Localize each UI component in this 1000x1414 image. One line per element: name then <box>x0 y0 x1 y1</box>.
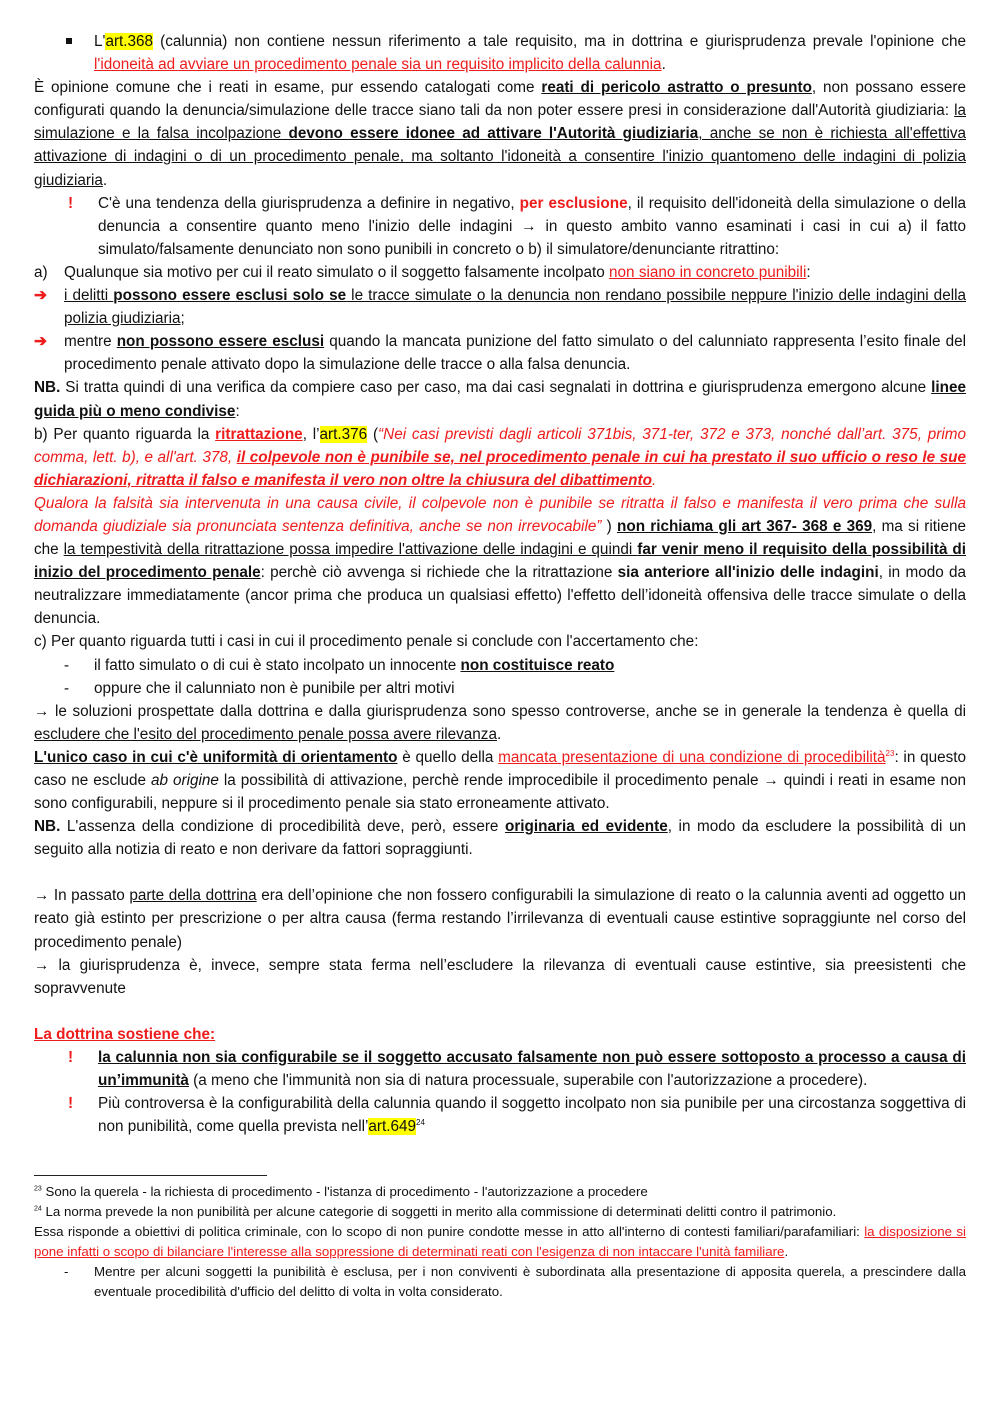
list-marker: a) <box>34 263 48 281</box>
footnote-24-dash-item: - Mentre per alcuni soggetti la punibilità è esclusa, per i non conviventi è subordinata alla presentazione di apposita querela, a prescindere dalla eventuale procedibilità d'ufficio del delitto di volta in volta considerato. <box>64 1263 966 1299</box>
bullet-item-art368 <box>34 30 966 76</box>
exclamation-item-immunita: ! la calunnia non sia configurabile se il soggetto accusato falsamente non può essere sottoposto a processo a causa di un’immunità (a meno che l'immunità non sia di natura processuale, superabile con l'autorizzazione a procedere). <box>34 1046 966 1092</box>
footnote-24-continuation: Essa risponde a obiettivi di politica criminale, con lo scopo di non punire condotte messe in atto all'interno di contesti familiari/parafamiliari: la disposizione si pone infatti o scopo di bilanciare l'interesse alla soppressione di determinati reati con l'esigenza di non intaccare l'unità familiare. <box>34 1223 966 1259</box>
nota-bene-2: NB. L'assenza della condizione di procedibilità deve, però, essere originaria ed evidente, in modo da escludere la possibilità di un seguito alla notizia di reato e non derivare da fattori sopraggiunti. <box>34 818 966 859</box>
footnote-24: $^{24}$ La norma prevede la non punibilità per alcune categorie di soggetti in merito alla commissione di determinati delitti contro il patrimonio. <box>34 1203 837 1219</box>
paragraph-opinione: È opinione comune che i reati in esame, pur essendo catalogati come reati di pericolo astratto o presunto, non possano essere configurati quando la denuncia/simulazione delle tracce siano tali da non poter essere presi in considerazione dall'Autorità giudiziaria: la simulazione e la falsa incolpazione devono essere idonee ad attivare l'Autorità giudiziaria, anche se non è richiesta all'effettiva attivazione di indagini o di un procedimento penale, ma soltanto l'idoneità a consentire l'inizio quantomeno delle indagini di polizia giudiziaria. <box>34 79 966 189</box>
paragraph-unico-caso: L'unico caso in cui c'è uniformità di orientamento è quello della mancata presentazione di una condizione di procedibilità$^{23}$: in questo caso ne esclude ab origine la possibilità di attivazione, perchè rende improcedibile il procedimento penale → quindi i reati in esame non sono configurabili, neppure si il procedimento penale sia stato erroneamente attivato. <box>34 748 967 813</box>
document-body <box>34 30 966 1138</box>
dash-item-1: - il fatto simulato o di cui è stato incolpato un innocente non costituisce reato <box>34 654 966 677</box>
footnote-ref-24[interactable]: 24 <box>416 1118 425 1128</box>
exclamation-item-art649: ! Più controversa è la configurabilità della calunnia quando il soggetto incolpato non sia punibile per una circostanza soggettiva di non punibilità, come quella prevista nell’art.649$^{24}$ <box>34 1092 966 1138</box>
paragraph-ritrattazione: b) Per quanto riguarda la ritrattazione, l’art.376 (“Nei casi previsti dagli articoli 371bis, 371-ter, 372 e 373, nonché dall’art. 375, primo comma, lett. b), e all'art. 378, il colpevole non è punibile se, nel procedimento penale in cui ha prestato il suo ufficio o reso le sue dichiarazioni, ritratta il falso e manifesta il vero non oltre la chiusura del dibattimento. Qualora la falsità sia intervenuta in una causa civile, il colpevole non è punibile se ritratta il falso e manifesta il vero prima che sulla domanda giudiziale sia pronunciata sentenza definitiva, anche se non irrevocabile” ) non richiama gli art 367- 368 e 369, ma si ritiene che la tempestività della ritrattazione possa impedire l'attivazione delle indagini e quindi far venir meno il requisito della possibilità di inizio del procedimento penale: perchè ciò avvenga si richiede che la ritrattazione sia anteriore all'inizio delle indagini, in modo da neutralizzare immediatamente (ancor prima che produca un qualsiasi effetto) l'effetto dell’idoneità offensiva delle tracce simulate o della denuncia. <box>34 425 967 628</box>
article-ref-highlight: art.649 <box>368 1118 417 1136</box>
arrow-item-mentre: ➔ mentre non possono essere esclusi quando la mancata punizione del fatto simulato o del calunniato rappresenta l’esito finale del procedimento penale attivato dopo la simulazione delle tracce o alla falsa denuncia. <box>34 330 966 376</box>
footnote-23: $^{23}$ Sono la querela - la richiesta di procedimento - l'istanza di procedimento - l'autorizzazione a procedere <box>34 1184 648 1199</box>
paragraph-giurisprudenza: → la giurisprudenza è, invece, sempre stata ferma nell’escludere la rilevanza di eventuali cause estintive, sia preesistenti che sopravvenute <box>34 956 966 997</box>
paragraph-in-passato: → In passato parte della dottrina era dell’opinione che non fossero configurabili la simulazione di reato o la calunnia aventi ad oggetto un reato già estinto per prescrizione o per altra causa (ferma restando l’irrilevanza di eventuali cause estintive sopraggiunte nel corso del procedimento penale) <box>34 887 966 951</box>
nota-bene-1: NB. Si tratta quindi di una verifica da compiere caso per caso, ma dai casi segnalati in dottrina e giurisprudenza emergono alcune linee guida più o meno condivise: <box>34 379 966 420</box>
square-bullet-icon <box>34 30 64 53</box>
list-item-a: a) Qualunque sia motivo per cui il reato simulato o il soggetto falsamente incolpato non siano in concreto punibili: <box>34 261 966 284</box>
red-arrow-icon: ➔ <box>34 333 47 351</box>
footnote-ref-23[interactable]: 23 <box>885 748 895 758</box>
footnote-separator <box>34 1175 267 1176</box>
footnotes <box>34 1182 966 1301</box>
dottrina-heading: La dottrina sostiene che: <box>34 1025 216 1043</box>
article-ref-highlight: art.368 <box>105 33 154 50</box>
dash-marker: - <box>64 679 70 697</box>
red-underlined-text: l'idoneità ad avviare un procedimento penale sia un requisito implicito della calunnia <box>94 56 662 74</box>
bullet-text: L'art.368 (calunnia) non contiene nessun riferimento a tale requisito, ma in dottrina e giurisprudenza prevale l'opinione che l'idoneità ad avviare un procedimento penale sia un requisito implicito della calunnia. <box>94 33 966 74</box>
red-arrow-icon: ➔ <box>34 287 47 305</box>
dash-marker: - <box>64 1263 69 1279</box>
paragraph-soluzioni: → le soluzioni prospettate dalla dottrina e dalla giurisprudenza sono spesso controverse, anche se in generale la tendenza è quella di escludere che l'esito del procedimento penale possa avere rilevanza. <box>34 702 966 743</box>
exclamation-icon: ! <box>68 1048 74 1066</box>
arrow-item-delitti: ➔ i delitti possono essere esclusi solo se le tracce simulate o la denuncia non rendano possibile neppure l'inizio delle indagini della polizia giudiziaria; <box>34 284 966 330</box>
exclamation-item-tendenza: ! C'è una tendenza della giurisprudenza a definire in negativo, per esclusione, il requisito dell'idoneità della simulazione o della denuncia a consentire quanto meno l'inizio delle indagini → in questo ambito vanno esaminati i casi in cui a) il fatto simulato/falsamente denunciato non sono punibili in concreto o b) il simulatore/denunciante ritrattino: <box>34 192 966 261</box>
dash-item-2: - oppure che il calunniato non è punibile per altri motivi <box>34 677 966 700</box>
paragraph-c: c) Per quanto riguarda tutti i casi in cui il procedimento penale si conclude con l'accertamento che: <box>34 633 699 651</box>
exclamation-icon: ! <box>68 194 74 212</box>
exclamation-icon: ! <box>68 1095 74 1113</box>
article-ref-highlight: art.376 <box>319 425 368 443</box>
dash-marker: - <box>64 656 70 674</box>
